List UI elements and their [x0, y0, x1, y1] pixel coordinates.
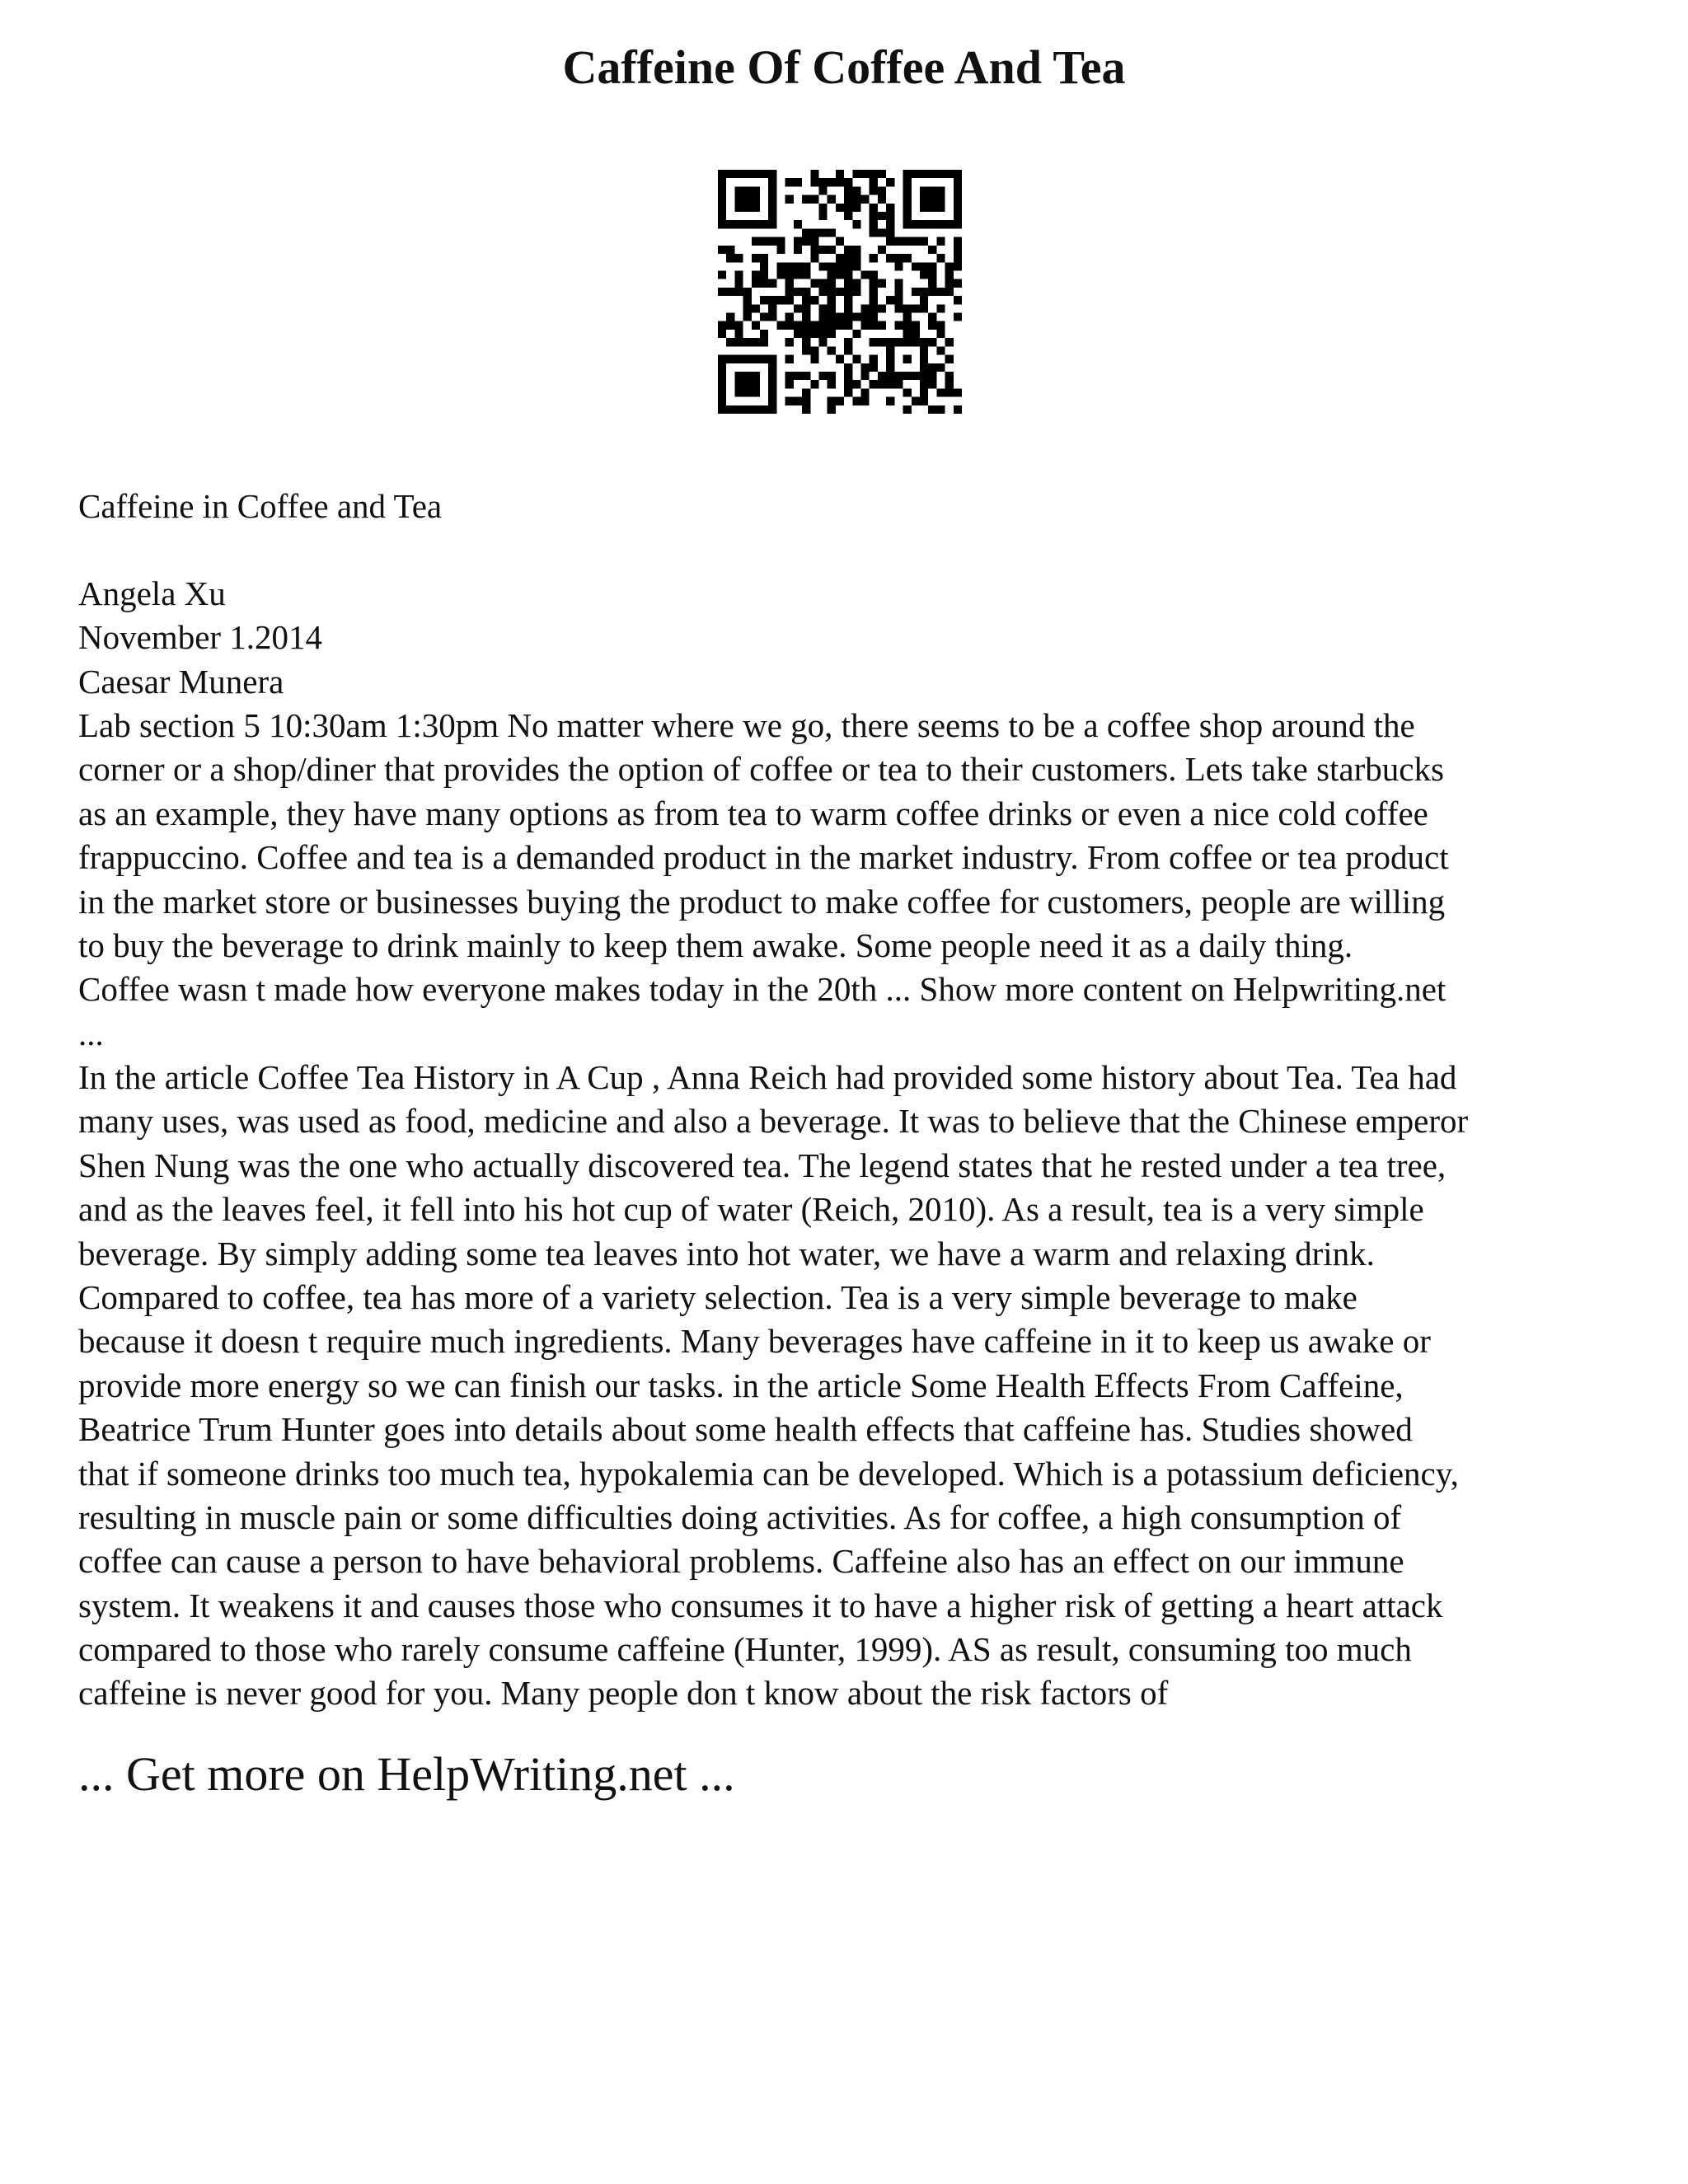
text-line: caffeine is never good for you. Many people don t know about the risk factors of: [78, 1674, 1169, 1713]
document-meta: [78, 572, 1628, 704]
text-line: Coffee wasn t made how everyone makes today in the 20th ... Show more content on Helpwriting.net: [78, 970, 1447, 1009]
text-line: as an example, they have many options as from tea to warm coffee drinks or even a nice cold coffee: [78, 794, 1428, 832]
text-line: that if someone drinks too much tea, hypokalemia can be developed. Which is a potassium deficiency,: [78, 1454, 1459, 1493]
text-line: provide more energy so we can finish our tasks. in the article Some Health Effects From Caffeine,: [78, 1366, 1404, 1404]
text-line: coffee can cause a person to have behavioral problems. Caffeine also has an effect on our immune: [78, 1542, 1404, 1581]
author-name: Angela Xu: [78, 574, 226, 612]
text-line: compared to those who rarely consume caffeine (Hunter, 1999). AS as result, consuming too much: [78, 1630, 1412, 1669]
paragraph-1: [78, 704, 1628, 1056]
text-line: beverage. By simply adding some tea leaves into hot water, we have a warm and relaxing drink.: [78, 1234, 1375, 1272]
text-line: In the article Coffee Tea History in A Cup , Anna Reich had provided some history about Tea. Tea had: [78, 1058, 1457, 1096]
text-line: corner or a shop/diner that provides the option of coffee or tea to their customers. Lets take starbucks: [78, 750, 1444, 789]
text-line: many uses, was used as food, medicine and also a beverage. It was to believe that the Chinese emperor: [78, 1102, 1469, 1141]
text-line: Lab section 5 10:30am 1:30pm No matter where we go, there seems to be a coffee shop around the: [78, 706, 1415, 744]
get-more-link[interactable]: ... Get more on HelpWriting.net ...: [78, 1747, 735, 1801]
text-line: resulting in muscle pain or some difficulties doing activities. As for coffee, a high consumption of: [78, 1497, 1402, 1536]
document-subtitle: Caffeine in Coffee and Tea: [78, 487, 443, 525]
instructor-name: Caesar Munera: [78, 662, 284, 701]
text-line: ...: [78, 1014, 104, 1052]
text-line: system. It weakens it and causes those who consumes it to have a higher risk of getting a heart attack: [78, 1586, 1443, 1624]
qr-code-icon: [718, 170, 962, 414]
text-line: because it doesn t require much ingredients. Many beverages have caffeine in it to keep us awake or: [78, 1322, 1431, 1361]
document-date: November 1.2014: [78, 618, 323, 657]
text-line: Beatrice Trum Hunter goes into details about some health effects that caffeine has. Studies showed: [78, 1410, 1413, 1449]
text-line: and as the leaves feel, it fell into his hot cup of water (Reich, 2010). As a result, tea is a very simple: [78, 1190, 1424, 1229]
text-line: Shen Nung was the one who actually discovered tea. The legend states that he rested under a tea tree,: [78, 1146, 1447, 1184]
text-line: in the market store or businesses buying the product to make coffee for customers, people are willing: [78, 882, 1446, 921]
text-line: to buy the beverage to drink mainly to keep them awake. Some people need it as a daily thing.: [78, 926, 1353, 964]
text-line: Compared to coffee, tea has more of a variety selection. Tea is a very simple beverage to make: [78, 1277, 1357, 1316]
paragraph-2: [78, 1056, 1628, 1716]
text-line: frappuccino. Coffee and tea is a demanded product in the market industry. From coffee or tea product: [78, 838, 1449, 877]
document-title: Caffeine Of Coffee And Tea: [562, 40, 1126, 94]
